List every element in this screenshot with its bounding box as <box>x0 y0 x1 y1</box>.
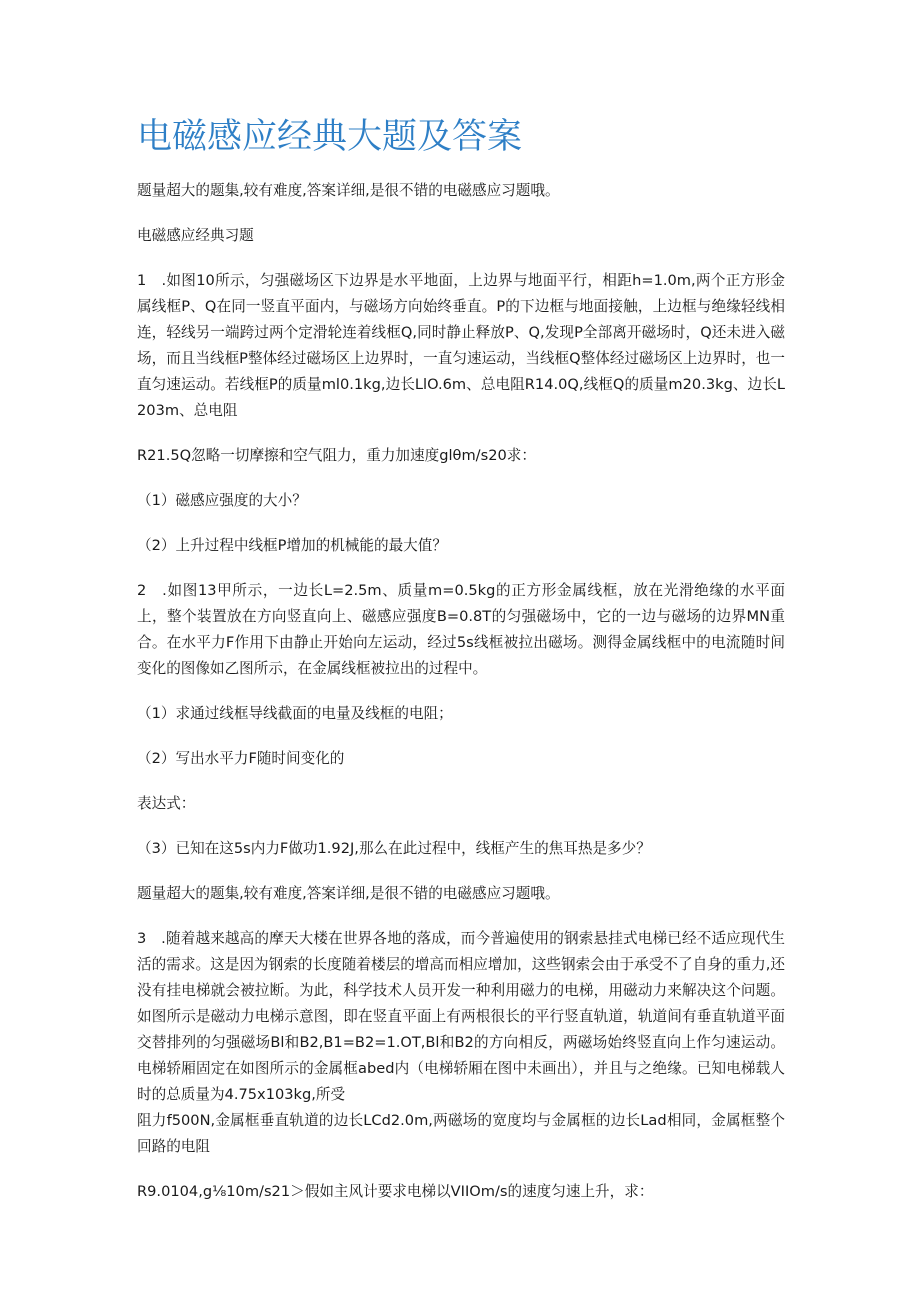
section-heading: 电磁感应经典习题 <box>137 227 254 244</box>
repeated-intro-paragraph: 题量超大的题集,较有难度,答案详细,是很不错的电磁感应习题哦。 <box>137 885 560 902</box>
problem-1-question-1: （1）磁感应强度的大小？ <box>137 492 307 509</box>
problem-1-text: 1 .如图10所示，匀强磁场区下边界是水平地面，上边界与地面平行，相距h=1.0m,两个正方形金属线框P、Q在同一竖直平面内，与磁场方向始终垂直。P的下边框与地面接触，上边框与绝缘轻线相连，轻线另一端跨过两个定滑轮连着线框Q,同时静止释放P、Q,发现P全部离开磁场时，Q还未进入磁场，而且当线框P整体经过磁场区上边界时，一直匀速运动，当线框Q整体经过磁场区上边界时，也一直匀速运动。若线框P的质量ml0.1kg,边长LlO.6m、总电阻R14.0Q,线框Q的质量m20.3kg、边长L203m、总电阻 <box>137 272 785 419</box>
problem-3-text: 3 .随着越来越高的摩天大楼在世界各地的落成，而今普遍使用的钢索悬挂式电梯已经不适应现代生活的需求。这是因为钢索的长度随着楼层的增高而相应增加，这些钢索会由于承受不了自身的重力,还没有挂电梯就会被拉断。为此，科学技术人员开发一种利用磁力的电梯，用磁动力来解决这个问题。如图所示是磁动力电梯示意图，即在竖直平面上有两根很长的平行竖直轨道，轨道间有垂直轨道平面交替排列的匀强磁场Bl和B2,B1=B2=1.OT,Bl和B2的方向相反，两磁场始终竖直向上作匀速运动。电梯轿厢固定在如图所示的金属框abed内（电梯轿厢在图中未画出），并且与之绝缘。已知电梯载人时的总质量为4.75x103kg,所受 <box>137 930 785 1103</box>
problem-2-question-1: （1）求通过线框导线截面的电量及线框的电阻； <box>137 705 453 722</box>
problem-3-continuation: 阻力f500N,金属框垂直轨道的边长LCd2.0m,两磁场的宽度均与金属框的边长Lad相同，金属框整个回路的电阻 <box>137 1112 785 1155</box>
problem-2-question-2-continuation: 表达式： <box>137 795 196 812</box>
problem-1-continuation: R21.5Q忽略一切摩擦和空气阻力，重力加速度glθm∕s20求： <box>137 447 536 464</box>
document-body <box>137 178 785 1224</box>
problem-2-question-3: （3）已知在这5s内力F做功1.92J,那么在此过程中，线框产生的焦耳热是多少？ <box>137 840 651 857</box>
problem-1-question-2: （2）上升过程中线框P增加的机械能的最大值？ <box>137 537 447 554</box>
problem-2-question-2: （2）写出水平力F随时间变化的 <box>137 750 345 767</box>
document-title: 电磁感应经典大题及答案 <box>137 117 523 157</box>
problem-3-question-lead: R9.0104,g⅛10m∕s21＞假如主风计要求电梯以VIIOm/s的速度匀速上升，求： <box>137 1183 654 1200</box>
problem-2-text: 2 .如图13甲所示，一边长L=2.5m、质量m=0.5kg的正方形金属线框，放在光滑绝缘的水平面上，整个装置放在方向竖直向上、磁感应强度B=0.8T的匀强磁场中，它的一边与磁场的边界MN重合。在水平力F作用下由静止开始向左运动，经过5s线框被拉出磁场。测得金属线框中的电流随时间变化的图像如乙图所示，在金属线框被拉出的过程中。 <box>137 582 785 677</box>
intro-paragraph: 题量超大的题集,较有难度,答案详细,是很不错的电磁感应习题哦。 <box>137 182 560 199</box>
